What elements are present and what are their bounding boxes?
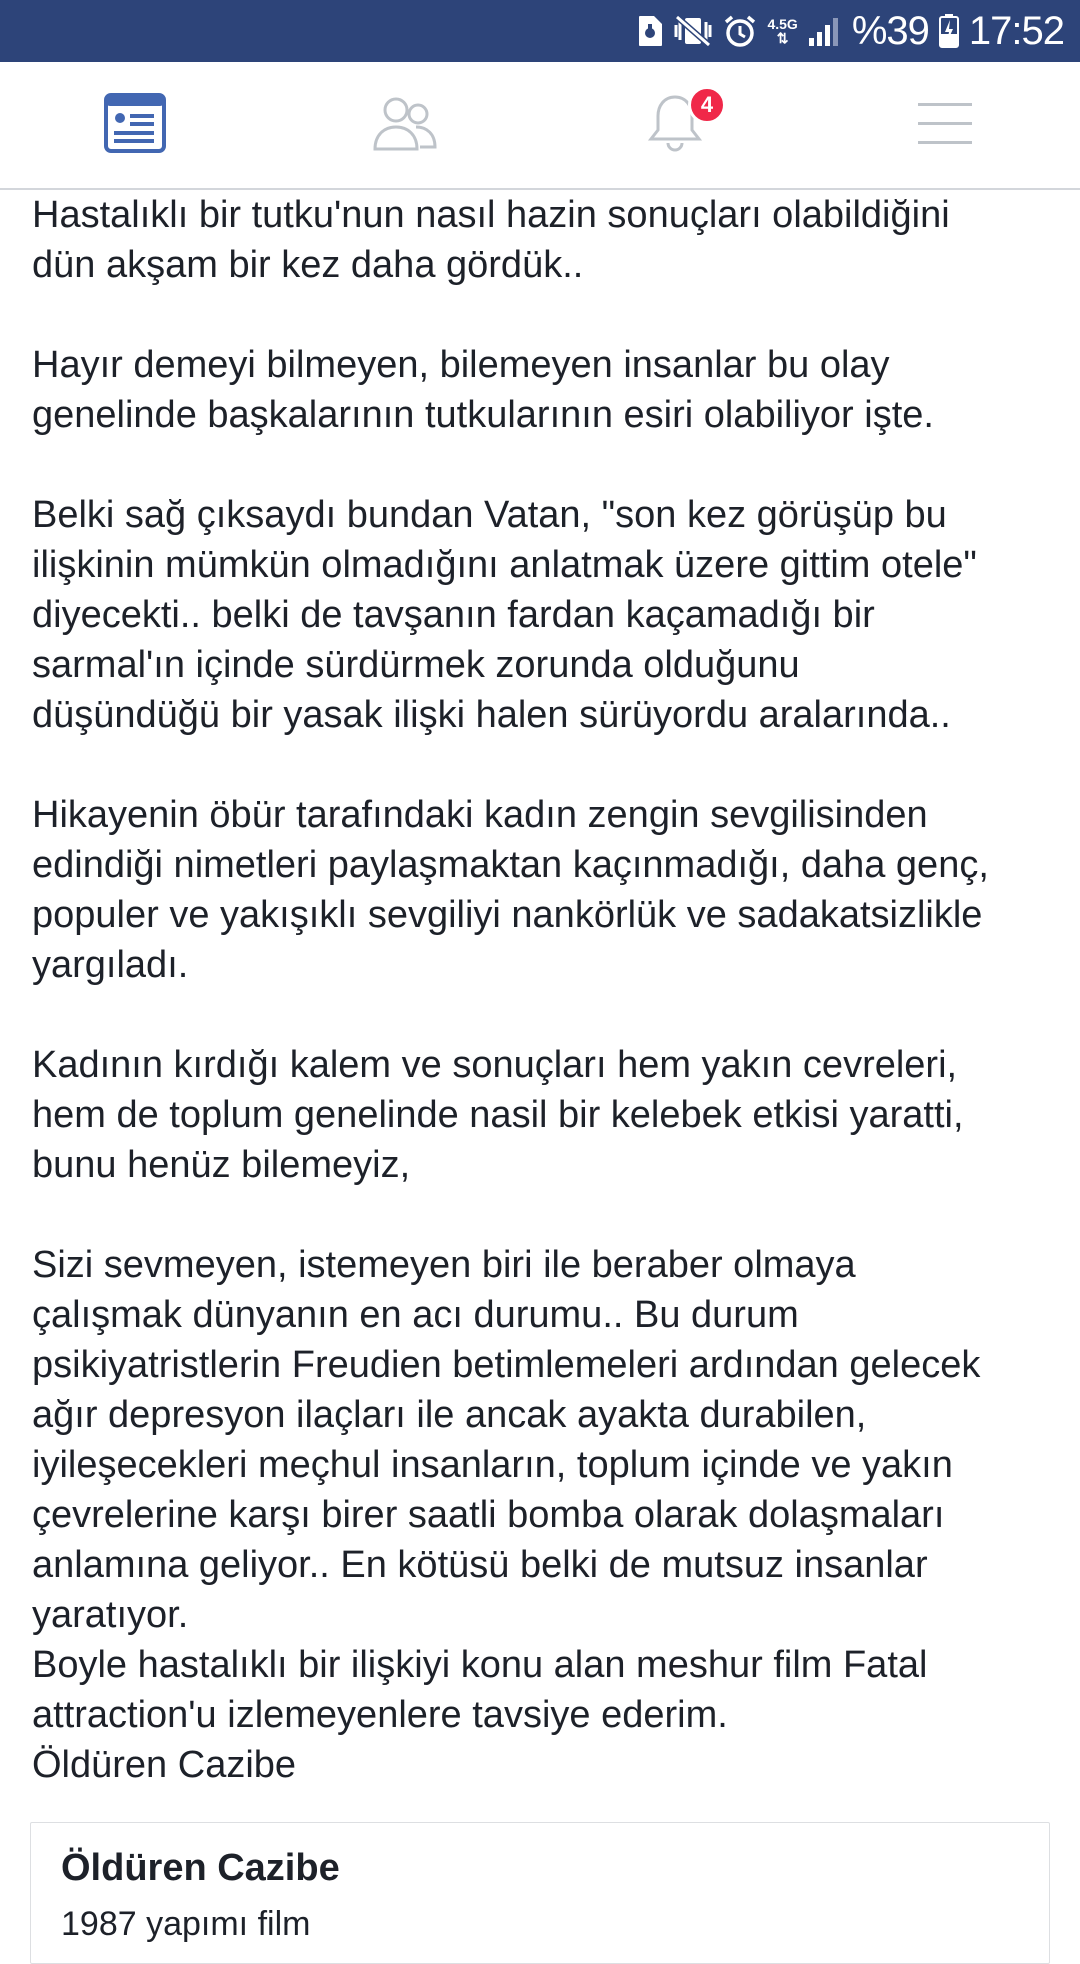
post-text-line: Belki sağ çıksaydı bundan Vatan, "son kez görüşüp bu <box>32 494 947 536</box>
status-icons <box>637 0 1064 62</box>
post-text <box>32 190 1052 1790</box>
clock: 17:52 <box>968 8 1064 53</box>
post-text-line: Hikayenin öbür tarafındaki kadın zengin sevgilisinden <box>32 794 928 836</box>
post-text-line: çalışmak dünyanın en acı durumu.. Bu durum <box>32 1294 799 1336</box>
paragraph-spacer <box>32 740 1052 790</box>
post-text-line: genelinde başkalarının tutkularının esiri olabiliyor işte. <box>32 394 934 436</box>
post-text-line: iyileşecekleri meçhul insanların, toplum içinde ve yakın <box>32 1444 953 1486</box>
paragraph-spacer <box>32 290 1052 340</box>
post-text-line: psikiyatristlerin Freudien betimlemeleri ardından gelecek <box>32 1344 981 1386</box>
menu-hamburger-icon <box>916 99 974 152</box>
battery-percentage: %39 <box>851 8 929 53</box>
link-preview-subtitle: 1987 yapımı film <box>61 1905 311 1943</box>
post-text-line: diyecekti.. belki de tavşanın fardan kaçamadığı bir <box>32 594 875 636</box>
post-text-line: sarmal'ın içinde sürdürmek zorunda olduğunu <box>32 644 800 686</box>
friends-icon <box>372 94 438 157</box>
data-arrows-icon: ⇅ <box>776 30 789 46</box>
post-text-line: dün akşam bir kez daha gördük.. <box>32 244 584 286</box>
post-paragraph <box>32 490 1052 740</box>
post-paragraph <box>32 790 1052 990</box>
network-type <box>767 17 797 45</box>
post-paragraph <box>32 1040 1052 1190</box>
post-text-line: Sizi sevmeyen, istemeyen biri ile beraber olmaya <box>32 1244 856 1286</box>
status-bar <box>0 0 1080 62</box>
post-text-line: attraction'u izlemeyenlere tavsiye ederim. <box>32 1694 728 1736</box>
post-paragraph <box>32 190 1052 290</box>
tab-notifications[interactable] <box>540 62 810 188</box>
paragraph-spacer <box>32 440 1052 490</box>
news-feed-icon <box>104 93 166 158</box>
link-preview-card[interactable] <box>30 1822 1050 1964</box>
post-text-line: Kadının kırdığı kalem ve sonuçları hem yakın cevreleri, <box>32 1044 958 1086</box>
notification-count-badge: 4 <box>688 86 726 124</box>
tab-menu[interactable] <box>810 62 1080 188</box>
post-text-line: populer ve yakışıklı sevgiliyi nankörlük ve sadakatsizlikle <box>32 894 983 936</box>
post-text-line: Hayır demeyi bilmeyen, bilemeyen insanlar bu olay <box>32 344 890 386</box>
top-navigation-bar <box>0 62 1080 190</box>
paragraph-spacer <box>32 1190 1052 1240</box>
sd-card-icon <box>637 15 663 47</box>
post-text-line: bunu henüz bilemeyiz, <box>32 1144 411 1186</box>
link-preview-title: Öldüren Cazibe <box>61 1847 340 1889</box>
post-text-line: çevrelerine karşı birer saatli bomba olarak dolaşmaları <box>32 1494 945 1536</box>
post-text-line: yaratıyor. <box>32 1594 189 1636</box>
post-text-line: anlamına geliyor.. En kötüsü belki de mutsuz insanlar <box>32 1544 928 1586</box>
post-paragraph <box>32 1240 1052 1790</box>
signal-strength-icon <box>808 16 842 46</box>
post-text-line: hem de toplum genelinde nasil bir kelebek etkisi yaratti, <box>32 1094 964 1136</box>
post-text-line: düşündüğü bir yasak ilişki halen sürüyordu aralarında.. <box>32 694 951 736</box>
post-text-line: Hastalıklı bir tutku'nun nasıl hazin sonuçları olabildiğini <box>32 194 950 236</box>
tab-friends[interactable] <box>270 62 540 188</box>
paragraph-spacer <box>32 990 1052 1040</box>
post-text-line: Boyle hastalıklı bir ilişkiyi konu alan meshur film Fatal <box>32 1644 928 1686</box>
post-paragraph <box>32 340 1052 440</box>
post-text-line: ağır depresyon ilaçları ile ancak ayakta durabilen, <box>32 1394 867 1436</box>
post-text-line: edindiği nimetleri paylaşmaktan kaçınmadığı, daha genç, <box>32 844 989 886</box>
post-text-line: yargıladı. <box>32 944 189 986</box>
battery-charging-icon <box>939 14 959 48</box>
vibrate-mute-icon <box>673 15 713 47</box>
alarm-icon <box>723 14 757 48</box>
post-text-line: ilişkinin mümkün olmadığını anlatmak üzere gittim otele" <box>32 544 977 586</box>
network-type-label: 4.5G <box>767 16 798 32</box>
tab-news-feed[interactable] <box>0 62 270 188</box>
post-text-line: Öldüren Cazibe <box>32 1744 297 1786</box>
